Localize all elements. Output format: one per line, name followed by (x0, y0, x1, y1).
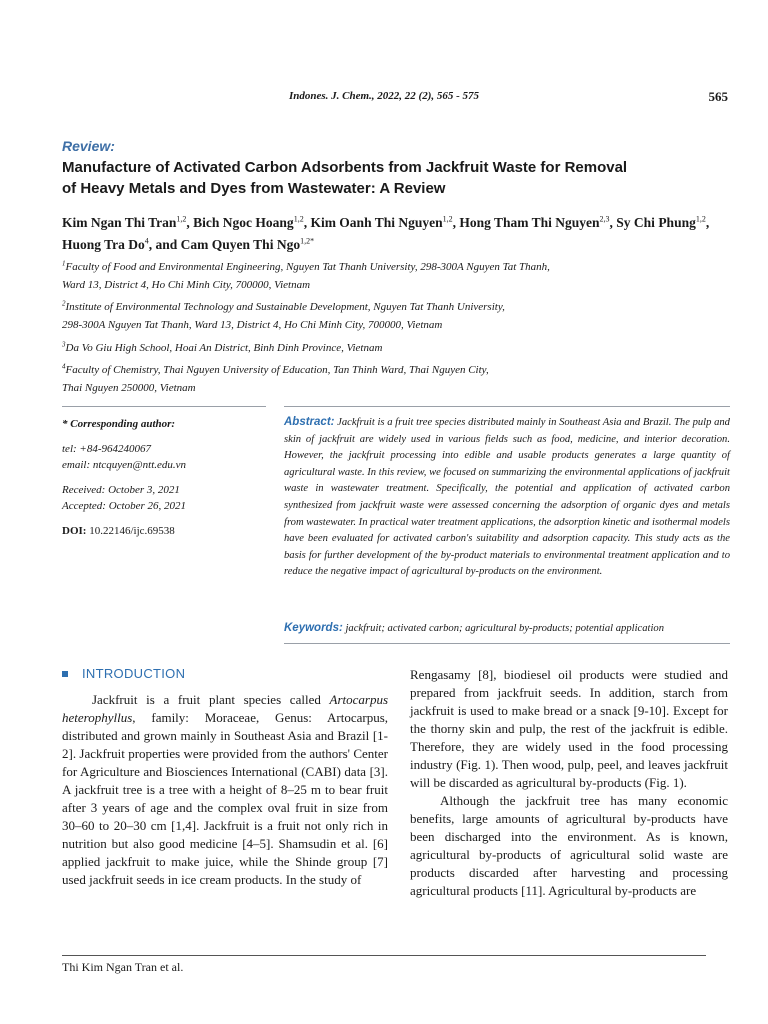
journal-citation: Indones. J. Chem., 2022, 22 (2), 565 - 575 (288, 90, 480, 102)
introduction-heading: INTRODUCTION (62, 666, 185, 681)
title-line-1: Manufacture of Activated Carbon Adsorbents from Jackfruit Waste for Removal (62, 159, 628, 176)
intro-paragraph-2: Rengasamy [8], biodiesel oil products were studied and prepared from jackfruit seeds. In addition, starch from jackfruit is used to make bread or a snack [9-10]. Except for the thorny skin and pulp, the rest of the jackfruit is edible. Therefore, they are widely used in the food processing industry (Fig. 1). Then wood, pulp, peel, and leaves jackfruit will be discarded as agricultural by-products (Fig. 1). (410, 667, 728, 790)
abstract-label: Abstract: (284, 416, 335, 428)
tel: tel: +84-964240067 (62, 443, 151, 455)
footer-running-head: Thi Kim Ngan Tran et al. (62, 960, 184, 974)
keywords-text: jackfruit; activated carbon; agricultural by-products; potential application (345, 623, 664, 634)
article-type-label: Review: (62, 138, 115, 154)
affiliation-3: $^3$Da Vo Giu High School, Hoai An District, Binh Dinh Province, Vietnam (62, 340, 383, 354)
received-date: Received: October 3, 2021 (62, 484, 180, 496)
abstract-text: Jackfruit is a fruit tree species distributed mainly in Southeast Asia and Brazil. The pulp and skin of jackfruit are widely used in various fields such as food, medicine, and interior decoration. However, the jackfruit processing into edible and usable products generates a large quantity of agricultural waste. In this review, we focused on summarizing the environmental applications of jackfruit waste in wastewater treatment. Specifically, the potential and application of activated carbon synthesized from jackfruit waste were assessed concerning the adsorption of organic dyes and metals from wastewater. In practical water treatment applications, the adsorption kinetic and isothermal models have been evaluated for activated carbon's suitability and adsorption capacity. This study acts as the basis for further development of the by-product materials to environmental treatment application and to reduce the negative impact of agricultural by-products on the environment. (284, 417, 730, 578)
body-column-right (410, 666, 728, 900)
keywords-label: Keywords: (284, 622, 343, 634)
affiliation-1: $^1$Faculty of Food and Environmental Engineering, Nguyen Tat Thanh University, 298-300A Nguyen Tat Thanh, Ward 13, District 4, Ho Chi Minh City, 700000, Vietnam (62, 259, 550, 291)
bullet-square-icon (62, 671, 68, 677)
intro-paragraph-1: Jackfruit is a fruit plant species called Artocarpus heterophyllus, family: Moraceae, Genus: Artocarpus, distributed and grown mainly in Southeast Asia and Brazil [1-2]. Jackfruit properties were provided from the authors' Center for Agriculture and Biosciences International (CABI) data [3]. A jackfruit tree is a tree with a height of 8–25 m to bear fruit after 3 years of age and the complex oval fruit in size from 30–60 to 20–30 cm [1,4]. Jackfruit is a fruit not only rich in nutrition but also good medicine [4–5]. Shamsudin et al. [6] applied jackfruit to make juice, while the Shinde group [7] used jackfruit seeds in ice cream products. In the study of (62, 692, 388, 887)
accepted-date: Accepted: October 26, 2021 (62, 500, 187, 512)
abstract (284, 414, 730, 581)
correspondence-block (62, 416, 262, 539)
doi-link[interactable]: 10.22146/ijc.69538 (89, 525, 175, 537)
footer-divider (62, 955, 706, 956)
doi: DOI: 10.22146/ijc.69538 (62, 525, 175, 537)
corresponding-author-label: * Corresponding author: (62, 418, 176, 430)
affiliation-2: $^2$Institute of Environmental Technology and Sustainable Development, Nguyen Tat Thanh University, 298-300A Nguyen Tat Thanh, Ward 13, District 4, Ho Chi Minh City, 700000, Vietnam (62, 299, 505, 331)
author-list: Kim Ngan Thi Tran$^{1,2}$, Bich Ngoc Hoang$^{1,2}$, Kim Oanh Thi Nguyen$^{1,2}$, Hong Tham Thi Nguyen$^{2,3}$, Sy Chi Phung$^{1,2}$, Huong Tra Do$^4$, and Cam Quyen Thi Ngo$^{1,2*}$ (62, 214, 710, 252)
body-column-left (62, 691, 388, 889)
email[interactable]: email: ntcquyen@ntt.edu.vn (62, 459, 187, 471)
section-divider-left (62, 406, 266, 407)
keywords-divider (284, 643, 730, 644)
page-number: 565 (708, 89, 728, 104)
section-divider-right (284, 406, 730, 407)
affiliation-4: $^4$Faculty of Chemistry, Thai Nguyen University of Education, Tan Thinh Ward, Thai Nguyen City, Thai Nguyen 250000, Vietnam (62, 362, 489, 394)
article-title (62, 157, 722, 199)
title-line-2: of Heavy Metals and Dyes from Wastewater: A Review (62, 180, 446, 197)
intro-paragraph-3: Although the jackfruit tree has many economic benefits, large amounts of agricultural by-products have been discharged into the environment. As is known, agricultural by-products of agricultural solid waste are products discarded after harvesting and processing agricultural products [11]. Agricultural by-products are (410, 793, 728, 898)
keywords (284, 622, 730, 634)
